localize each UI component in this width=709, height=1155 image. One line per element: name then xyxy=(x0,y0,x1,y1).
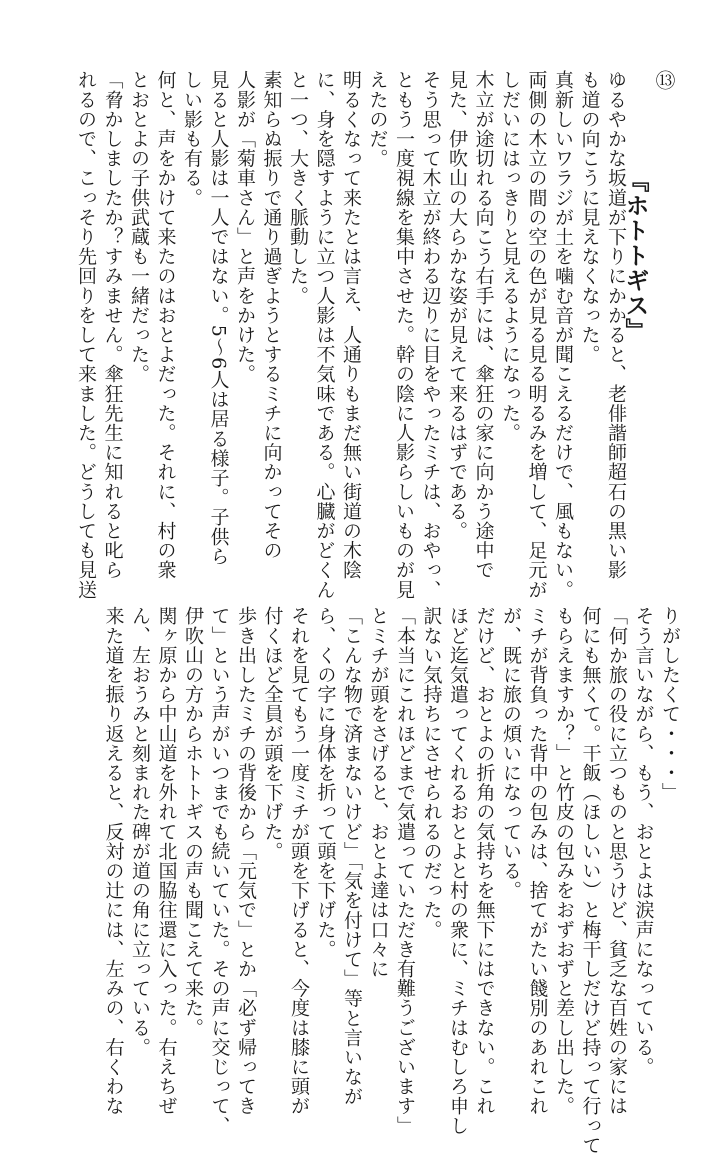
text-line: 訳ない気持ちにさせられるのだった。 xyxy=(420,606,443,940)
text-line: 明るくなって来たとは言え、人通りもまだ無い街道の木陰 xyxy=(340,70,362,580)
text-line: ミチが背負った背中の包みは、捨てがたい餞別のあれこれ xyxy=(526,606,549,1116)
text-line: ゆるやかな坂道が下りにかかると、老俳諧師超石の黒い影 xyxy=(605,70,627,580)
text-line: も道の向こうに見えなくなった。 xyxy=(578,70,601,364)
text-line: 何にも無くて。干飯（ほしいい）と梅干しだけど持って行って xyxy=(579,606,602,1155)
text-line: に、身を隠すように立つ人影は不気味である。心臓がどくん xyxy=(313,70,336,600)
text-line: ほど迄気遣ってくれるおとよと村の衆に、ミチはむしろ申し xyxy=(447,606,469,1136)
text-line: 真新しいワラジが土を噛む音が聞こえるだけで、風もない。 xyxy=(552,70,574,600)
text-line: 何と、声をかけて来たのはおとよだった。それに、村の衆 xyxy=(154,70,177,580)
text-line: 「脅かしましたか？すみません。傘狂先生に知れると叱ら xyxy=(101,70,124,580)
lower-text-block xyxy=(63,606,683,1155)
text-line: そう思って木立が終わる辺りに目をやったミチは、おやっ、 xyxy=(419,70,442,600)
text-line: とミチが頭をさげると、おとよ達は口々に xyxy=(367,606,390,979)
text-line: ともう一度視線を集中させた。幹の陰に人影らしいものが見 xyxy=(393,70,415,600)
text-line: 「何か旅の役に立つものと思うけど、貧乏な百姓の家には xyxy=(606,606,628,1116)
text-line: しい影も有る。 xyxy=(181,70,203,208)
text-line: 来た道を振り返えると、反対の辻には、左みの、右くわな xyxy=(102,606,125,1116)
text-line: 木立が途切れる向こう右手には、傘狂の家に向かう途中で xyxy=(472,70,495,580)
chapter-title: 『ホトトギス』 xyxy=(621,168,650,343)
text-line: 人影が「菊車さん」と声をかけた。 xyxy=(234,70,256,384)
text-line: て」という声がいつまでも続いていた。その声に交じって、 xyxy=(208,606,231,1136)
text-line: ら、くの字に身体を折って頭を下げた。 xyxy=(314,606,337,959)
text-line: そう言いながら、もう、おとよは涙声になっている。 xyxy=(632,606,655,1077)
text-line: とおとよの子供武蔵も一緒だった。 xyxy=(128,70,150,384)
text-line: ん、左おうみと刻まれた碑が道の角に立っている。 xyxy=(129,606,151,1057)
text-line: れるので、こっそり先回りをして来ました。どうしても見送 xyxy=(75,70,97,600)
text-line: 「こんな物で済まないけど」「気を付けて」等と言いなが xyxy=(341,606,363,1107)
text-line: が、既に旅の煩いになっている。 xyxy=(500,606,522,900)
text-line: と一つ、大きく脈動した。 xyxy=(287,70,309,306)
text-line: 歩き出したミチの背後から「元気で」とか「必ず帰ってき xyxy=(235,606,257,1116)
text-line: 見た、伊吹山の大らかな姿が見えて来るはずである。 xyxy=(446,70,468,541)
text-line: えたのだ。 xyxy=(366,70,389,168)
text-line: もらえますか？」と竹皮の包みをおずおずと差し出した。 xyxy=(553,606,575,1116)
text-line: 両側の木立の間の空の色が見る見る明るみを増して、足元が xyxy=(525,70,548,600)
text-line: 関ヶ原から中山道を外れて北国脇往還に入った。右えちぜ xyxy=(155,606,178,1116)
text-line: 伊吹山の方からホトトギスの声も聞こえて来た。 xyxy=(182,606,204,1038)
text-line: 見ると人影は一人ではない。5〜6人は居る様子。子供ら xyxy=(207,70,230,566)
text-line: りがしたくて・・・」 xyxy=(659,606,681,802)
text-line: 「本当にこれほどまで気遣っていただき有難うございます」 xyxy=(394,606,416,1136)
page-number: ⑬ xyxy=(652,70,676,90)
text-line: だけど、おとよの折角の気持ちを無下にはできない。これ xyxy=(473,606,496,1116)
text-line: 付くほど全員が頭を下げた。 xyxy=(261,606,284,861)
upper-text-block xyxy=(61,70,701,600)
text-line: それを見てもう一度ミチが頭を下げると、今度は膝に頭が xyxy=(288,606,310,1116)
text-line: しだいにはっきりと見えるようになった。 xyxy=(499,70,521,443)
text-line: 素知らぬ振りで通り過ぎようとするミチに向かってその xyxy=(260,70,283,560)
